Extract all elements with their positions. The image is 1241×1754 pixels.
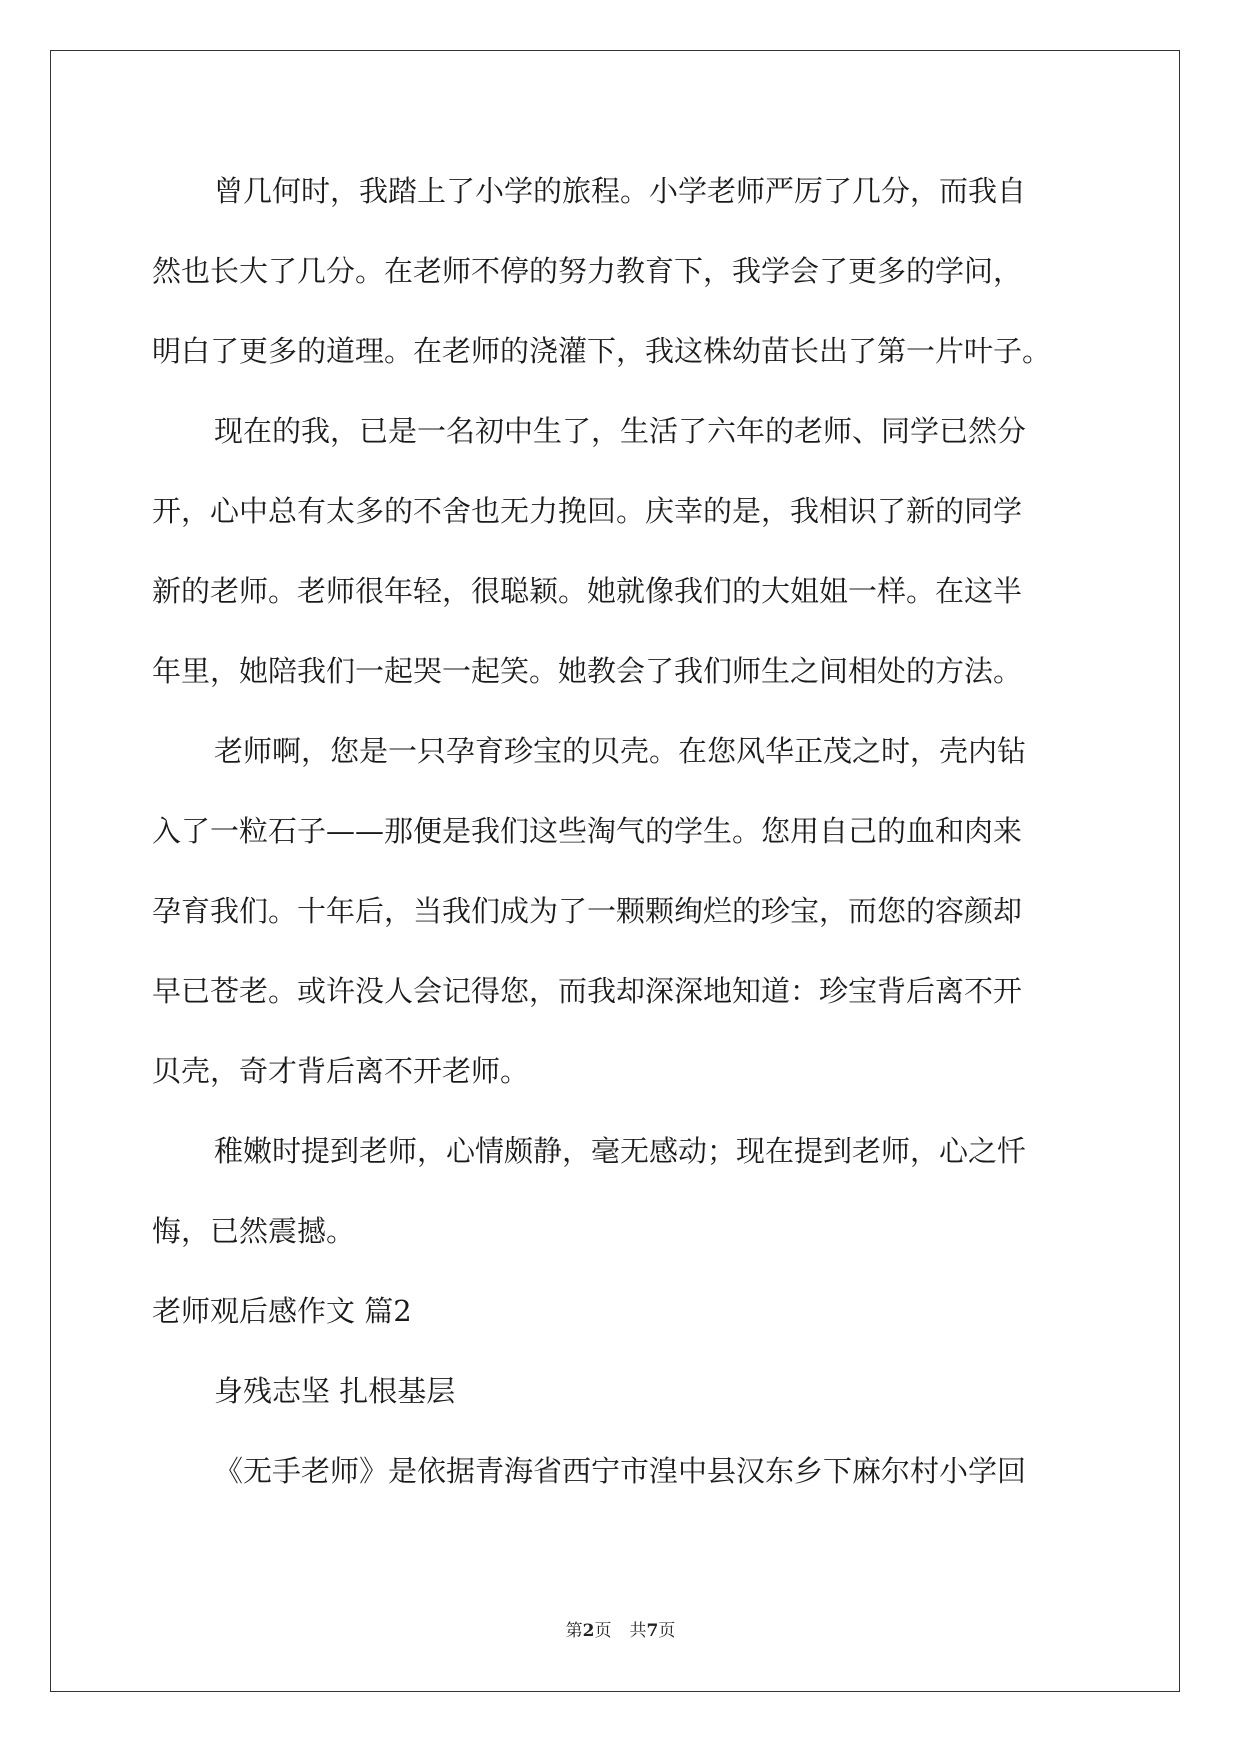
text-line-4: 现在的我，已是一名初中生了，生活了六年的老师、同学已然分: [214, 414, 1027, 448]
document-body: [152, 162, 1082, 1522]
section-heading: 老师观后感作文 篇2: [152, 1294, 412, 1328]
text-line-10: 孕育我们。十年后，当我们成为了一颗颗绚烂的珍宝，而您的容颜却: [152, 894, 1023, 928]
text-line-9: 入了一粒石子——那便是我们这些淘气的学生。您用自己的血和肉来: [152, 814, 1023, 848]
text-line-3: 明白了更多的道理。在老师的浇灌下，我这株幼苗长出了第一片叶子。: [152, 334, 1052, 368]
total-suffix: 页: [658, 1621, 676, 1641]
page-footer: [0, 1616, 1241, 1641]
text-line-16: 身残志坚 扎根基层: [214, 1374, 456, 1408]
page-total-number: 7: [646, 1621, 659, 1641]
text-line-12: 贝壳，奇才背后离不开老师。: [152, 1054, 530, 1088]
text-line-7: 年里，她陪我们一起哭一起笑。她教会了我们师生之间相处的方法。: [152, 654, 1023, 688]
text-line-5: 开，心中总有太多的不舍也无力挽回。庆幸的是，我相识了新的同学: [152, 494, 1023, 528]
page-current-number: 2: [582, 1621, 595, 1641]
text-line-13: 稚嫩时提到老师，心情颇静，毫无感动；现在提到老师，心之忏: [214, 1134, 1027, 1168]
text-line-14: 悔，已然震撼。: [152, 1214, 356, 1248]
text-line-8: 老师啊，您是一只孕育珍宝的贝壳。在您风华正茂之时，壳内钻: [214, 734, 1027, 768]
page-suffix: 页: [594, 1621, 612, 1641]
page-prefix: 第: [565, 1621, 583, 1641]
text-line-2: 然也长大了几分。在老师不停的努力教育下，我学会了更多的学问，: [152, 254, 1023, 288]
text-line-11: 早已苍老。或许没人会记得您，而我却深深地知道：珍宝背后离不开: [152, 974, 1023, 1008]
total-prefix: 共: [629, 1621, 647, 1641]
text-line-6: 新的老师。老师很年轻，很聪颖。她就像我们的大姐姐一样。在这半: [152, 574, 1023, 608]
text-line-17: 《无手老师》是依据青海省西宁市湟中县汉东乡下麻尔村小学回: [214, 1454, 1027, 1488]
text-line-1: 曾几何时，我踏上了小学的旅程。小学老师严厉了几分，而我自: [214, 174, 1027, 208]
